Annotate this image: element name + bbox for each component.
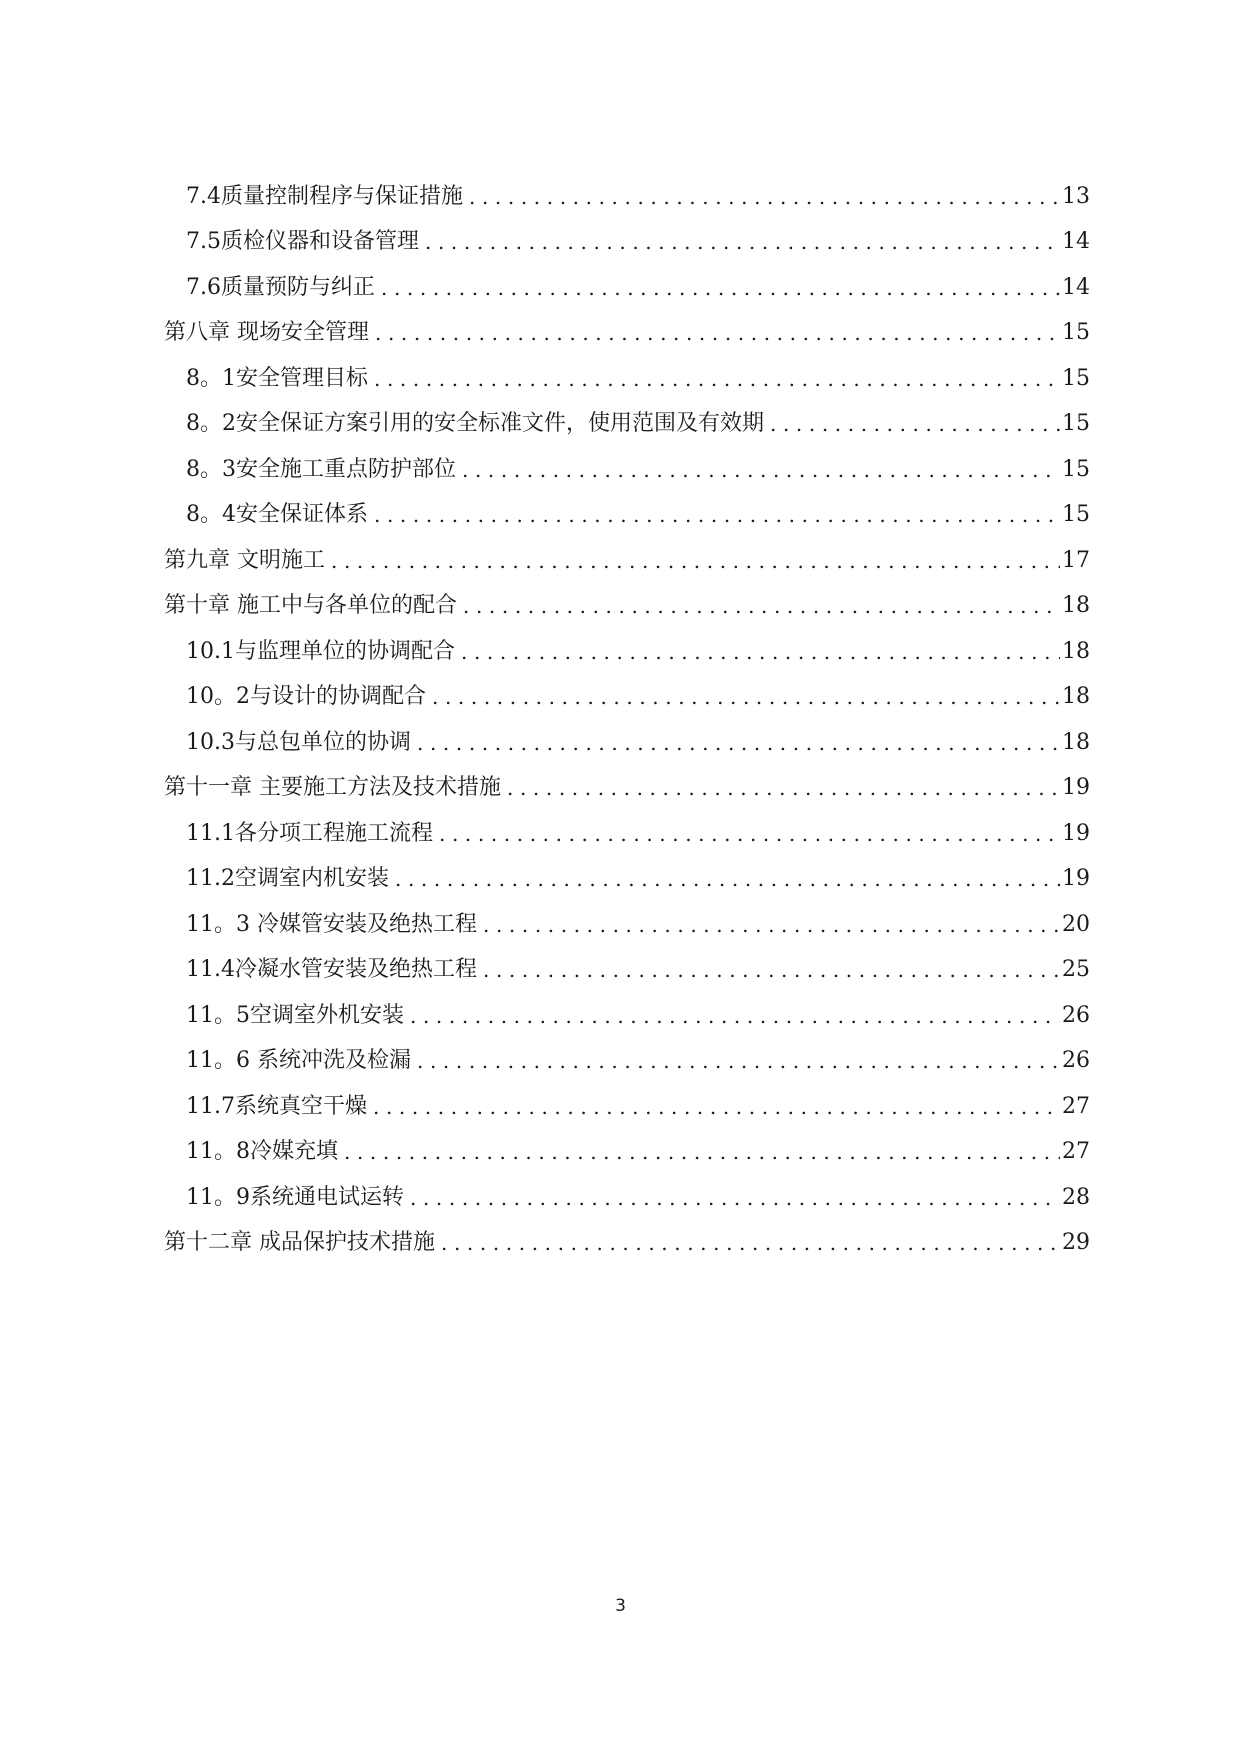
toc-entry-title: 11。3 冷媒管安装及绝热工程 (186, 911, 477, 937)
toc-entry-title: 第九章 文明施工 (164, 547, 325, 573)
toc-entry-page: 27 (1062, 1093, 1090, 1119)
toc-entry[interactable] (164, 218, 1090, 264)
toc-entry-page: 28 (1062, 1184, 1090, 1210)
toc-entry-title: 8。4安全保证体系 (186, 502, 368, 527)
toc-entry[interactable] (164, 172, 1090, 218)
toc-entry-page: 20 (1062, 911, 1090, 937)
toc-entry-page: 14 (1062, 229, 1090, 254)
toc-entry[interactable] (164, 900, 1090, 946)
toc-entry-title: 8。1安全管理目标 (186, 365, 368, 391)
toc-entry-page: 18 (1062, 684, 1090, 709)
toc-entry-page: 19 (1062, 866, 1090, 891)
toc-entry[interactable] (164, 491, 1090, 537)
toc-entry-title: 10。2与设计的协调配合 (186, 684, 426, 709)
toc-dot-leader (432, 682, 1060, 712)
toc-dot-leader (507, 773, 1060, 803)
toc-dot-leader (410, 1183, 1060, 1213)
toc-dot-leader (374, 500, 1060, 530)
toc-entry-title: 10.1与监理单位的协调配合 (186, 638, 455, 664)
toc-dot-leader (463, 591, 1060, 621)
toc-entry-title: 11.1各分项工程施工流程 (186, 820, 433, 846)
toc-dot-leader (417, 1046, 1060, 1076)
toc-dot-leader (461, 637, 1060, 667)
toc-entry[interactable] (164, 809, 1090, 855)
toc-dot-leader (425, 227, 1060, 257)
toc-entry-page: 15 (1062, 502, 1090, 527)
toc-entry-page: 18 (1062, 638, 1090, 664)
toc-dot-leader (462, 455, 1060, 485)
toc-entry[interactable] (164, 445, 1090, 491)
toc-entry[interactable] (164, 673, 1090, 719)
toc-dot-leader (374, 364, 1060, 394)
toc-dot-leader (375, 318, 1060, 348)
toc-entry[interactable] (164, 1082, 1090, 1128)
toc-dot-leader (483, 955, 1060, 985)
toc-dot-leader (439, 819, 1060, 849)
toc-dot-leader (770, 409, 1060, 439)
toc-entry[interactable] (164, 400, 1090, 446)
toc-entry-page: 14 (1062, 274, 1090, 300)
toc-entry-title: 8。2安全保证方案引用的安全标准文件，使用范围及有效期 (186, 411, 764, 436)
toc-chapter-entry[interactable] (164, 309, 1090, 355)
toc-chapter-entry[interactable] (164, 1219, 1090, 1265)
toc-entry-page: 17 (1062, 547, 1090, 573)
toc-entry-title: 7.4质量控制程序与保证措施 (186, 183, 463, 209)
toc-entry[interactable] (164, 354, 1090, 400)
toc-entry-title: 11.4冷凝水管安装及绝热工程 (186, 957, 477, 982)
toc-entry-page: 26 (1062, 1002, 1090, 1028)
toc-entry-title: 7.5质检仪器和设备管理 (186, 229, 419, 254)
toc-dot-leader (483, 910, 1060, 940)
toc-entry-title: 第十二章 成品保护技术措施 (164, 1230, 435, 1255)
toc-entry-title: 11。6 系统冲洗及检漏 (186, 1048, 411, 1073)
toc-chapter-entry[interactable] (164, 536, 1090, 582)
toc-entry-page: 15 (1062, 411, 1090, 436)
toc-entry-page: 19 (1062, 820, 1090, 846)
toc-entry[interactable] (164, 855, 1090, 901)
toc-entry-title: 第八章 现场安全管理 (164, 320, 369, 345)
toc-dot-leader (417, 728, 1060, 758)
toc-entry-page: 15 (1062, 456, 1090, 482)
toc-entry[interactable] (164, 1037, 1090, 1083)
toc-dot-leader (469, 182, 1060, 212)
toc-entry-title: 11.2空调室内机安装 (186, 866, 389, 891)
toc-entry-page: 15 (1062, 365, 1090, 391)
toc-chapter-entry[interactable] (164, 764, 1090, 810)
toc-entry[interactable] (164, 1173, 1090, 1219)
toc-entry[interactable] (164, 627, 1090, 673)
toc-entry-page: 26 (1062, 1048, 1090, 1073)
toc-entry-title: 第十一章 主要施工方法及技术措施 (164, 775, 501, 800)
toc-entry[interactable] (164, 1128, 1090, 1174)
toc-entry-page: 18 (1062, 729, 1090, 755)
toc-entry[interactable] (164, 946, 1090, 992)
table-of-contents (164, 172, 1090, 1264)
toc-dot-leader (344, 1137, 1060, 1167)
toc-dot-leader (441, 1228, 1060, 1258)
page-number: 3 (615, 1596, 626, 1616)
toc-entry-page: 19 (1062, 775, 1090, 800)
toc-entry-page: 13 (1062, 183, 1090, 209)
toc-dot-leader (331, 546, 1060, 576)
toc-dot-leader (395, 864, 1060, 894)
toc-entry-title: 7.6质量预防与纠正 (186, 274, 375, 300)
toc-entry[interactable] (164, 991, 1090, 1037)
toc-chapter-entry[interactable] (164, 582, 1090, 628)
toc-entry-title: 11.7系统真空干燥 (186, 1093, 367, 1119)
toc-entry-page: 15 (1062, 320, 1090, 345)
toc-dot-leader (373, 1092, 1060, 1122)
toc-entry-title: 11。5空调室外机安装 (186, 1002, 404, 1028)
toc-entry[interactable] (164, 718, 1090, 764)
toc-entry-title: 8。3安全施工重点防护部位 (186, 456, 456, 482)
toc-dot-leader (410, 1001, 1060, 1031)
toc-dot-leader (381, 273, 1060, 303)
toc-entry-title: 第十章 施工中与各单位的配合 (164, 593, 457, 618)
toc-entry-title: 11。8冷媒充填 (186, 1139, 338, 1164)
toc-entry-title: 10.3与总包单位的协调 (186, 729, 411, 755)
toc-entry-page: 29 (1062, 1230, 1090, 1255)
toc-entry[interactable] (164, 263, 1090, 309)
toc-entry-page: 18 (1062, 593, 1090, 618)
toc-entry-page: 25 (1062, 957, 1090, 982)
toc-entry-title: 11。9系统通电试运转 (186, 1184, 404, 1210)
toc-entry-page: 27 (1062, 1139, 1090, 1164)
